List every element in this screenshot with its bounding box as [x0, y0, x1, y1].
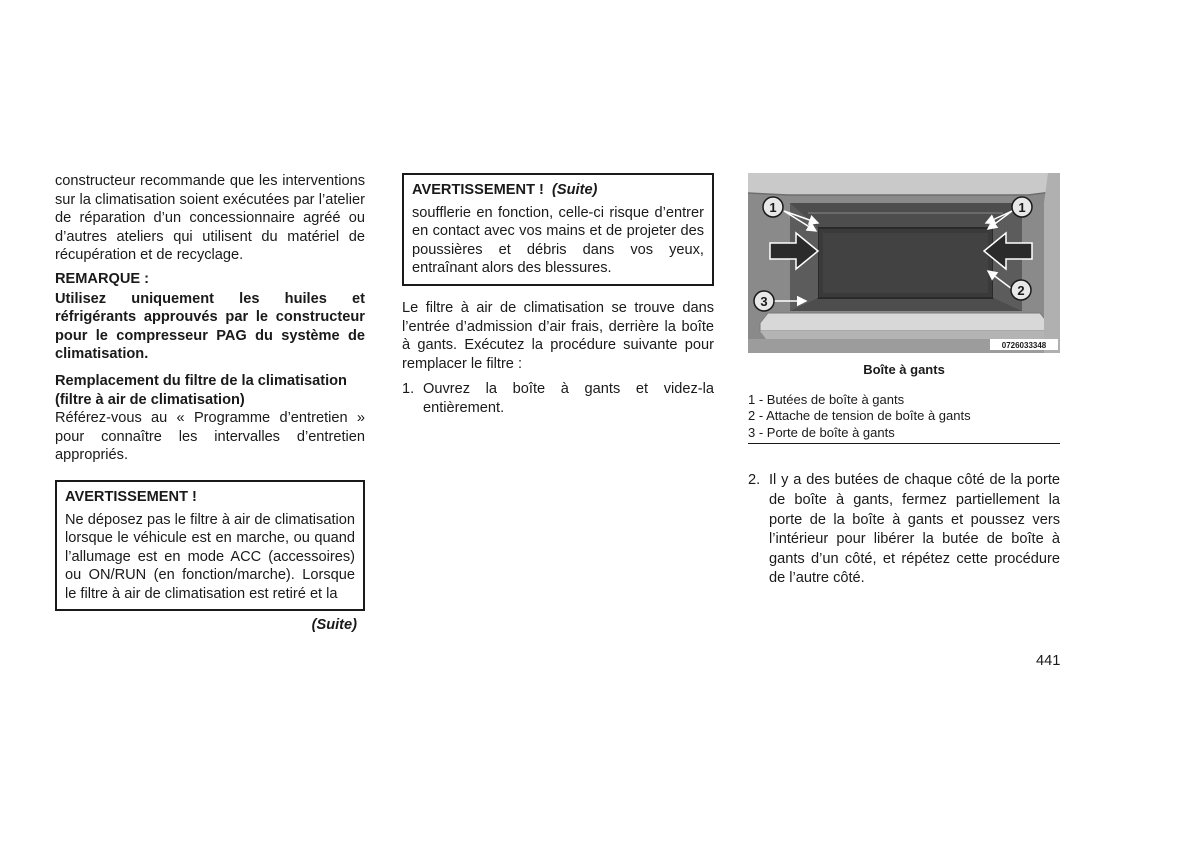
column-middle	[402, 173, 714, 418]
callout-3	[754, 291, 774, 311]
warning-box-continued	[402, 173, 714, 286]
remarque-text: Utilisez uniquement les huiles et réfrigérants approuvés par le constructeur pour le compresseur PAG du système de climatisation.	[55, 290, 365, 363]
column-right	[748, 173, 1060, 589]
step-2-text: Il y a des butées de chaque côté de la porte de boîte à gants, fermez partiellement la porte de la boîte à gants et poussez vers l’intérieur pour libérer la butée de boîte à gants d’un côté, et répétez cette procédure de l’autre côté.	[769, 472, 1060, 587]
step-1-number: 1.	[402, 381, 415, 398]
glove-box-figure	[748, 173, 1060, 353]
svg-text:1: 1	[1018, 200, 1026, 215]
filter-location-paragraph: Le filtre à air de climatisation se trouve dans l’entrée d’admission d’air frais, derrière la boîte à gants. Exécutez la procédure suivante pour remplacer le filtre :	[402, 299, 714, 372]
glove-box-illustration	[748, 173, 1060, 353]
section-text: Référez-vous au « Programme d’entretien » pour connaître les intervalles d’entretien appropriés.	[55, 410, 365, 464]
callout-1-left	[763, 197, 783, 217]
figure-id-label: 0726033348	[1001, 341, 1047, 350]
step-1-text: Ouvrez la boîte à gants et videz-la entièrement.	[423, 381, 714, 416]
column-left	[55, 172, 365, 635]
warning-suite: (Suite)	[552, 182, 598, 198]
page-number: 441	[1036, 653, 1061, 669]
step-2	[748, 471, 1060, 589]
svg-text:3: 3	[760, 294, 768, 309]
figure-caption: Boîte à gants	[863, 362, 945, 377]
callout-2	[1011, 280, 1031, 300]
legend-item: 2 - Attache de tension de boîte à gants	[748, 408, 971, 424]
figure-legend	[748, 392, 1060, 445]
step-1	[402, 380, 714, 417]
warning-box-left	[55, 480, 365, 612]
legend-item: 1 - Butées de boîte à gants	[748, 391, 905, 407]
suite-label: (Suite)	[311, 617, 357, 634]
svg-text:1: 1	[769, 200, 777, 215]
warning-text-continued: soufflerie en fonction, celle-ci risque d’entrer en contact avec vos mains et de projeter des poussières et débris dans vos yeux, entraînant alors des blessures.	[412, 204, 704, 277]
svg-text:2: 2	[1017, 283, 1025, 298]
warning-title-continued: AVERTISSEMENT ! (Suite)	[412, 182, 598, 198]
legend-item: 3 - Porte de boîte à gants	[748, 424, 895, 440]
warning-title: AVERTISSEMENT !	[65, 488, 197, 505]
step-2-number: 2.	[748, 472, 761, 489]
section-heading: Remplacement du filtre de la climatisation (filtre à air de climatisation)	[55, 372, 347, 408]
remarque-heading: REMARQUE :	[55, 270, 150, 287]
intro-paragraph: constructeur recommande que les interventions sur la climatisation soient exécutées par l’atelier de réparation d’un concessionnaire agréé ou d’autres ateliers qui utilisent du matériel de récupération et de recyclage.	[55, 173, 365, 264]
warning-text: Ne déposez pas le filtre à air de climatisation lorsque le véhicule est en marche, ou quand l’allumage est en mode ACC (accessoires) ou ON/RUN (en fonction/marche). Lorsque le filtre à air de climatisation est retiré et la	[65, 511, 355, 602]
callout-1-right	[1012, 197, 1032, 217]
